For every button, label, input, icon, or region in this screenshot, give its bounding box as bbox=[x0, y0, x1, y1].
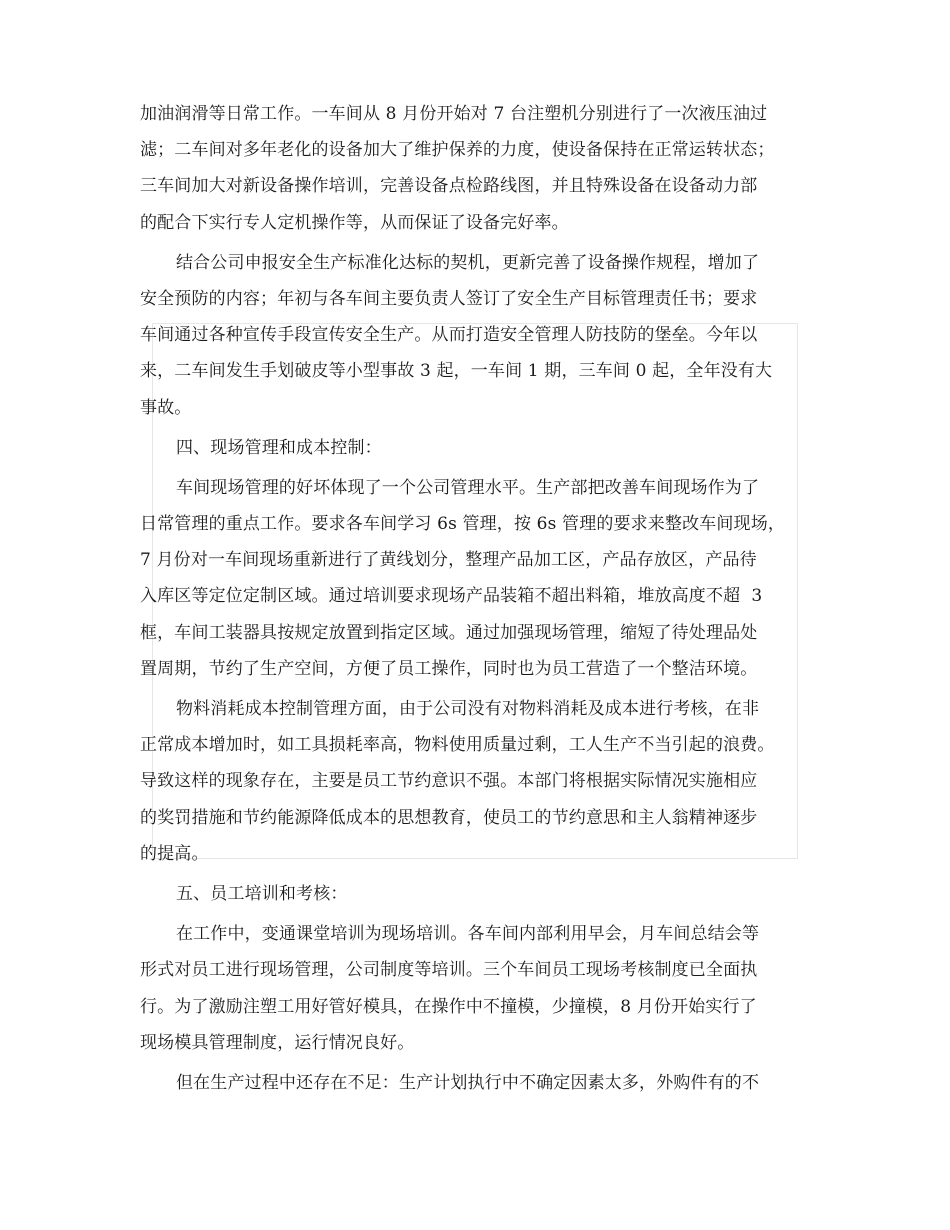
text-line: 安全预防的内容；年初与各车间主要负责人签订了安全生产目标管理责任书；要求 bbox=[140, 288, 758, 309]
para-cost-control bbox=[140, 691, 820, 872]
text-line: 的奖罚措施和节约能源降低成本的思想教育，使员工的节约意思和主人翁精神逐步 bbox=[140, 807, 758, 828]
text-line: 事故。 bbox=[140, 397, 192, 418]
section-heading: 五、员工培训和考核： bbox=[176, 883, 348, 904]
text-line: 导致这样的现象存在，主要是员工节约意识不强。本部门将根据实际情况实施相应 bbox=[140, 771, 758, 792]
heading-site-management bbox=[140, 430, 820, 466]
text-line: 车间现场管理的好坏体现了一个公司管理水平。生产部把改善车间现场作为了 bbox=[176, 477, 760, 498]
document-body bbox=[140, 96, 820, 1101]
para-site-management bbox=[140, 470, 820, 687]
text-line: 的提高。 bbox=[140, 843, 209, 864]
section-heading: 四、现场管理和成本控制： bbox=[176, 437, 382, 458]
text-line: 入库区等定位定制区域。通过培训要求现场产品装箱不超出料箱，堆放高度不超 3 bbox=[140, 586, 763, 607]
text-line: 形式对员工进行现场管理，公司制度等培训。三个车间员工现场考核制度已全面执 bbox=[140, 960, 758, 981]
para-training bbox=[140, 916, 820, 1061]
text-line: 现场模具管理制度，运行情况良好。 bbox=[140, 1032, 415, 1053]
text-line: 行。为了激励注塑工用好管好模具，在操作中不撞模，少撞模，8 月份开始实行了 bbox=[140, 996, 757, 1017]
text-line: 在工作中，变通课堂培训为现场培训。各车间内部利用早会，月车间总结会等 bbox=[176, 924, 760, 945]
para-equipment-maintenance bbox=[140, 96, 820, 241]
text-line: 但在生产过程中还存在不足：生产计划执行中不确定因素太多，外购件有的不 bbox=[176, 1072, 760, 1093]
text-line: 框，车间工装器具按规定放置到指定区域。通过加强现场管理，缩短了待处理品处 bbox=[140, 622, 758, 643]
text-line: 物料消耗成本控制管理方面，由于公司没有对物料消耗及成本进行考核，在非 bbox=[176, 699, 760, 719]
para-shortcomings bbox=[140, 1065, 820, 1101]
text-line: 车间通过各种宣传手段宣传安全生产。从而打造安全管理人防技防的堡垒。今年以 bbox=[140, 325, 758, 346]
text-line: 置周期，节约了生产空间，方便了员工操作，同时也为员工营造了一个整洁环境。 bbox=[140, 658, 758, 679]
text-line: 结合公司申报安全生产标准化达标的契机，更新完善了设备操作规程，增加了 bbox=[176, 252, 760, 273]
text-line: 三车间加大对新设备操作培训，完善设备点检路线图，并且特殊设备在设备动力部 bbox=[140, 176, 758, 197]
text-line: 的配合下实行专人定机操作等，从而保证了设备完好率。 bbox=[140, 212, 569, 233]
para-safety bbox=[140, 245, 820, 426]
heading-training bbox=[140, 876, 820, 912]
text-line: 7 月份对一车间现场重新进行了黄线划分，整理产品加工区，产品存放区，产品待 bbox=[140, 550, 757, 571]
text-line: 加油润滑等日常工作。一车间从 8 月份开始对 7 台注塑机分别进行了一次液压油过 bbox=[140, 104, 768, 124]
text-line: 正常成本增加时，如工具损耗率高，物料使用质量过剩，工人生产不当引起的浪费。 bbox=[140, 735, 775, 756]
text-line: 来，二车间发生手划破皮等小型事故 3 起，一车间 1 期，三车间 0 起，全年没有大 bbox=[140, 361, 773, 382]
text-line: 滤；二车间对多年老化的设备加大了维护保养的力度，使设备保持在正常运转状态； bbox=[140, 140, 775, 161]
text-line: 日常管理的重点工作。要求各车间学习 6s 管理，按 6s 管理的要求来整改车间现场， bbox=[140, 514, 785, 535]
